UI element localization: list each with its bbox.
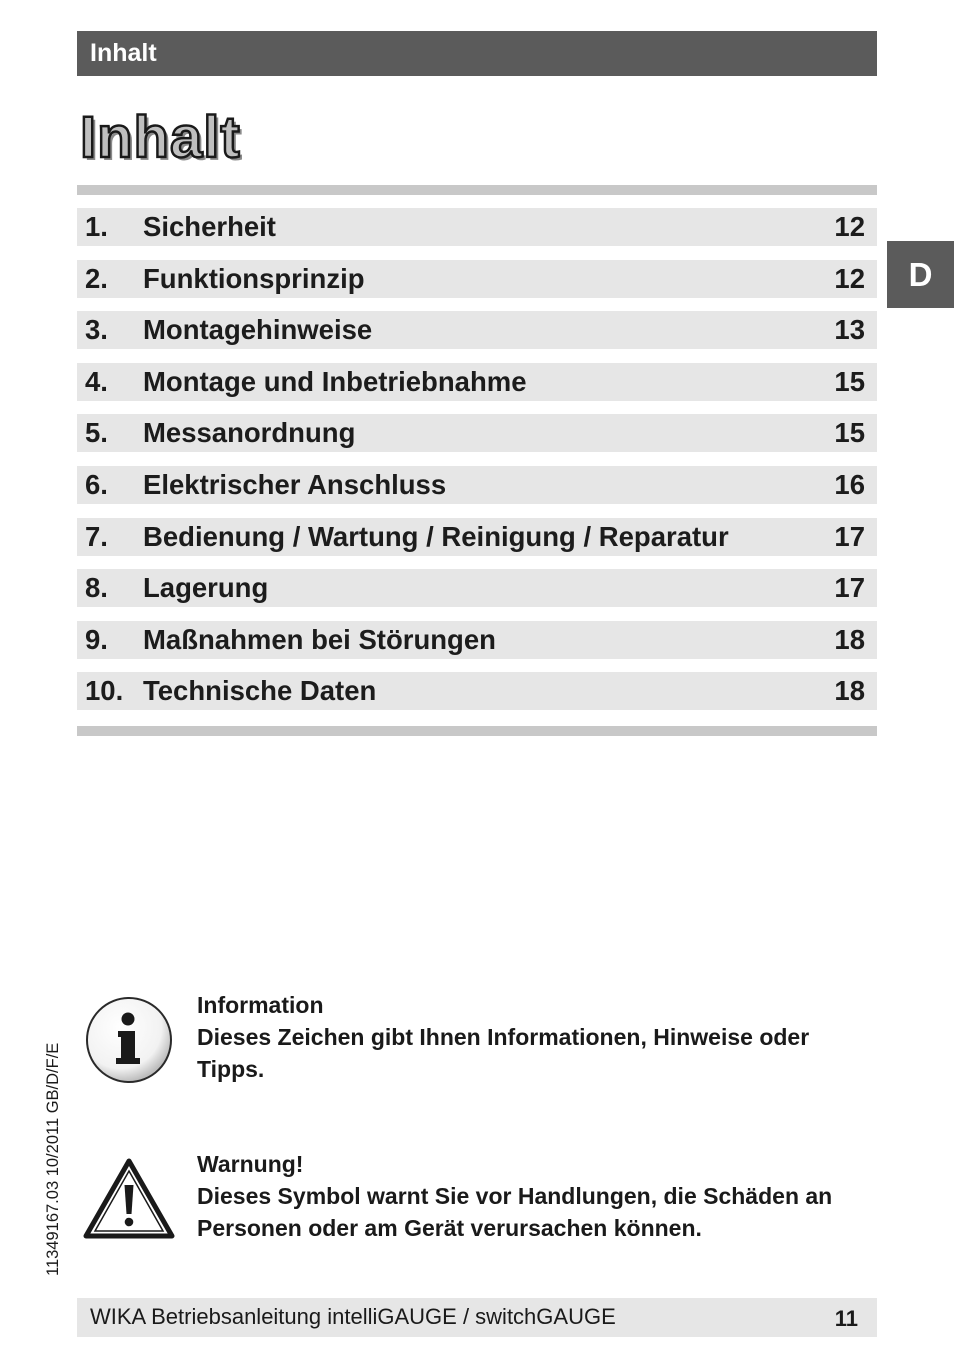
toc-entry-page: 18 bbox=[834, 623, 865, 655]
toc-entry-number: 8. bbox=[85, 572, 108, 604]
table-of-contents bbox=[77, 208, 877, 724]
toc-entry-number: 10. bbox=[85, 675, 124, 707]
info-note bbox=[197, 989, 877, 1085]
toc-entry-9[interactable] bbox=[77, 621, 877, 659]
page-title: Inhalt bbox=[80, 105, 241, 170]
toc-bottom-rule bbox=[77, 726, 877, 736]
toc-entry-title: Messanordnung bbox=[143, 417, 356, 449]
warning-note bbox=[197, 1148, 877, 1244]
info-icon bbox=[84, 995, 174, 1085]
toc-top-rule bbox=[77, 185, 877, 195]
toc-entry-page: 17 bbox=[834, 520, 865, 552]
warning-note-line: Dieses Symbol warnt Sie vor Handlungen, die Schäden an bbox=[197, 1183, 833, 1209]
toc-entry-title: Bedienung / Wartung / Reinigung / Reparatur bbox=[143, 520, 729, 552]
toc-entry-page: 15 bbox=[834, 417, 865, 449]
warning-triangle-icon bbox=[83, 1157, 175, 1239]
toc-entry-4[interactable] bbox=[77, 363, 877, 401]
toc-entry-number: 2. bbox=[85, 262, 108, 294]
toc-entry-10[interactable] bbox=[77, 672, 877, 710]
toc-entry-7[interactable] bbox=[77, 518, 877, 556]
header-title: Inhalt bbox=[90, 39, 157, 67]
toc-entry-1[interactable] bbox=[77, 208, 877, 246]
toc-entry-title: Montage und Inbetriebnahme bbox=[143, 365, 527, 397]
toc-entry-number: 5. bbox=[85, 417, 108, 449]
toc-entry-8[interactable] bbox=[77, 569, 877, 607]
info-note-line: Dieses Zeichen gibt Ihnen Informationen, Hinweise oder bbox=[197, 1024, 810, 1050]
footer-bar bbox=[77, 1298, 877, 1337]
info-note-line: Tipps. bbox=[197, 1056, 265, 1082]
toc-entry-number: 6. bbox=[85, 468, 108, 500]
toc-entry-number: 1. bbox=[85, 211, 108, 242]
document-code: 11349167.03 10/2011 GB/D/F/E bbox=[44, 1042, 62, 1276]
info-note-heading: Information bbox=[197, 992, 324, 1018]
toc-entry-title: Maßnahmen bei Störungen bbox=[143, 623, 496, 655]
footer-text: WIKA Betriebsanleitung intelliGAUGE / switchGAUGE bbox=[90, 1304, 616, 1329]
toc-entry-page: 16 bbox=[834, 468, 865, 500]
toc-entry-title: Elektrischer Anschluss bbox=[143, 468, 447, 500]
language-tab[interactable]: D bbox=[887, 241, 954, 308]
header-bar bbox=[77, 31, 877, 76]
toc-entry-3[interactable] bbox=[77, 311, 877, 349]
warning-note-line: Personen oder am Gerät verursachen können. bbox=[197, 1215, 702, 1241]
toc-entry-6[interactable] bbox=[77, 466, 877, 504]
page-number: 11 bbox=[834, 1306, 858, 1331]
toc-entry-title: Funktionsprinzip bbox=[143, 262, 365, 294]
toc-entry-number: 4. bbox=[85, 365, 108, 397]
toc-entry-2[interactable] bbox=[77, 260, 877, 298]
toc-entry-page: 12 bbox=[834, 211, 865, 242]
toc-entry-title: Montagehinweise bbox=[143, 314, 373, 346]
toc-entry-title: Lagerung bbox=[143, 572, 269, 604]
toc-entry-number: 9. bbox=[85, 623, 108, 655]
toc-entry-page: 13 bbox=[834, 314, 865, 346]
toc-entry-page: 18 bbox=[834, 675, 865, 707]
toc-entry-5[interactable] bbox=[77, 414, 877, 452]
toc-entry-page: 17 bbox=[834, 572, 865, 604]
toc-entry-page: 15 bbox=[834, 365, 865, 397]
toc-entry-title: Sicherheit bbox=[143, 211, 276, 242]
toc-entry-number: 3. bbox=[85, 314, 108, 346]
warning-note-heading: Warnung! bbox=[197, 1151, 304, 1177]
toc-entry-page: 12 bbox=[834, 262, 865, 294]
toc-entry-title: Technische Daten bbox=[143, 675, 377, 707]
toc-entry-number: 7. bbox=[85, 520, 108, 552]
